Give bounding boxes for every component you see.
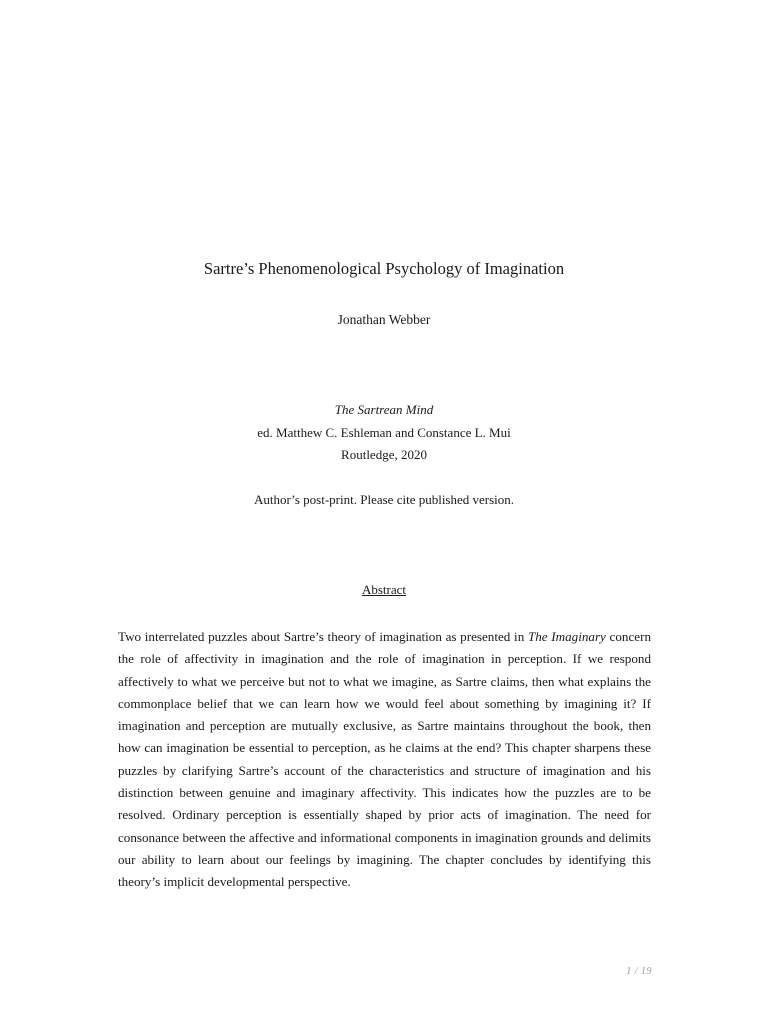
page-number: 1 / 19 — [626, 966, 652, 977]
author-name: Jonathan Webber — [337, 312, 431, 327]
publisher-line: Routledge, 2020 — [341, 447, 427, 462]
book-title: The Sartrean Mind — [334, 402, 434, 417]
postprint-note: Author’s post-print. Please cite published version. — [253, 492, 515, 507]
paper-title: Sartre’s Phenomenological Psychology of Imagination — [203, 259, 565, 278]
abstract-book-title: The Imaginary — [527, 629, 606, 644]
abstract-text-rest: concern the role of affectivity in imagination and the role of imagination in perception. If we respond affectively to what we perceive but not to what we imagine, as Sartre claims, then what explains the commonplace belief that we can learn how we would feel about something by imagining it? If imagination and perception are mutually exclusive, as Sartre maintains throughout the book, then how can imagination be essential to perception, as he claims at the end? This chapter sharpens these puzzles by clarifying Sartre’s account of the characteristics and structure of imagination and his distinction between genuine and imaginary affectivity. This indicates how the puzzles are to be resolved. Ordinary perception is essentially shaped by prior acts of imagination. The need for consonance between the affective and informational components in imagination grounds and delimits our ability to learn about our feelings by imagining. The chapter concludes by identifying this theory’s implicit developmental perspective. — [118, 629, 651, 890]
abstract-heading — [0, 582, 768, 598]
abstract-heading-text: Abstract — [361, 582, 407, 597]
editors-line: ed. Matthew C. Eshleman and Constance L. Mui — [257, 425, 511, 440]
abstract-body — [118, 626, 651, 894]
abstract-text-start: Two interrelated puzzles about Sartre’s theory of imagination as presented in — [118, 629, 528, 644]
